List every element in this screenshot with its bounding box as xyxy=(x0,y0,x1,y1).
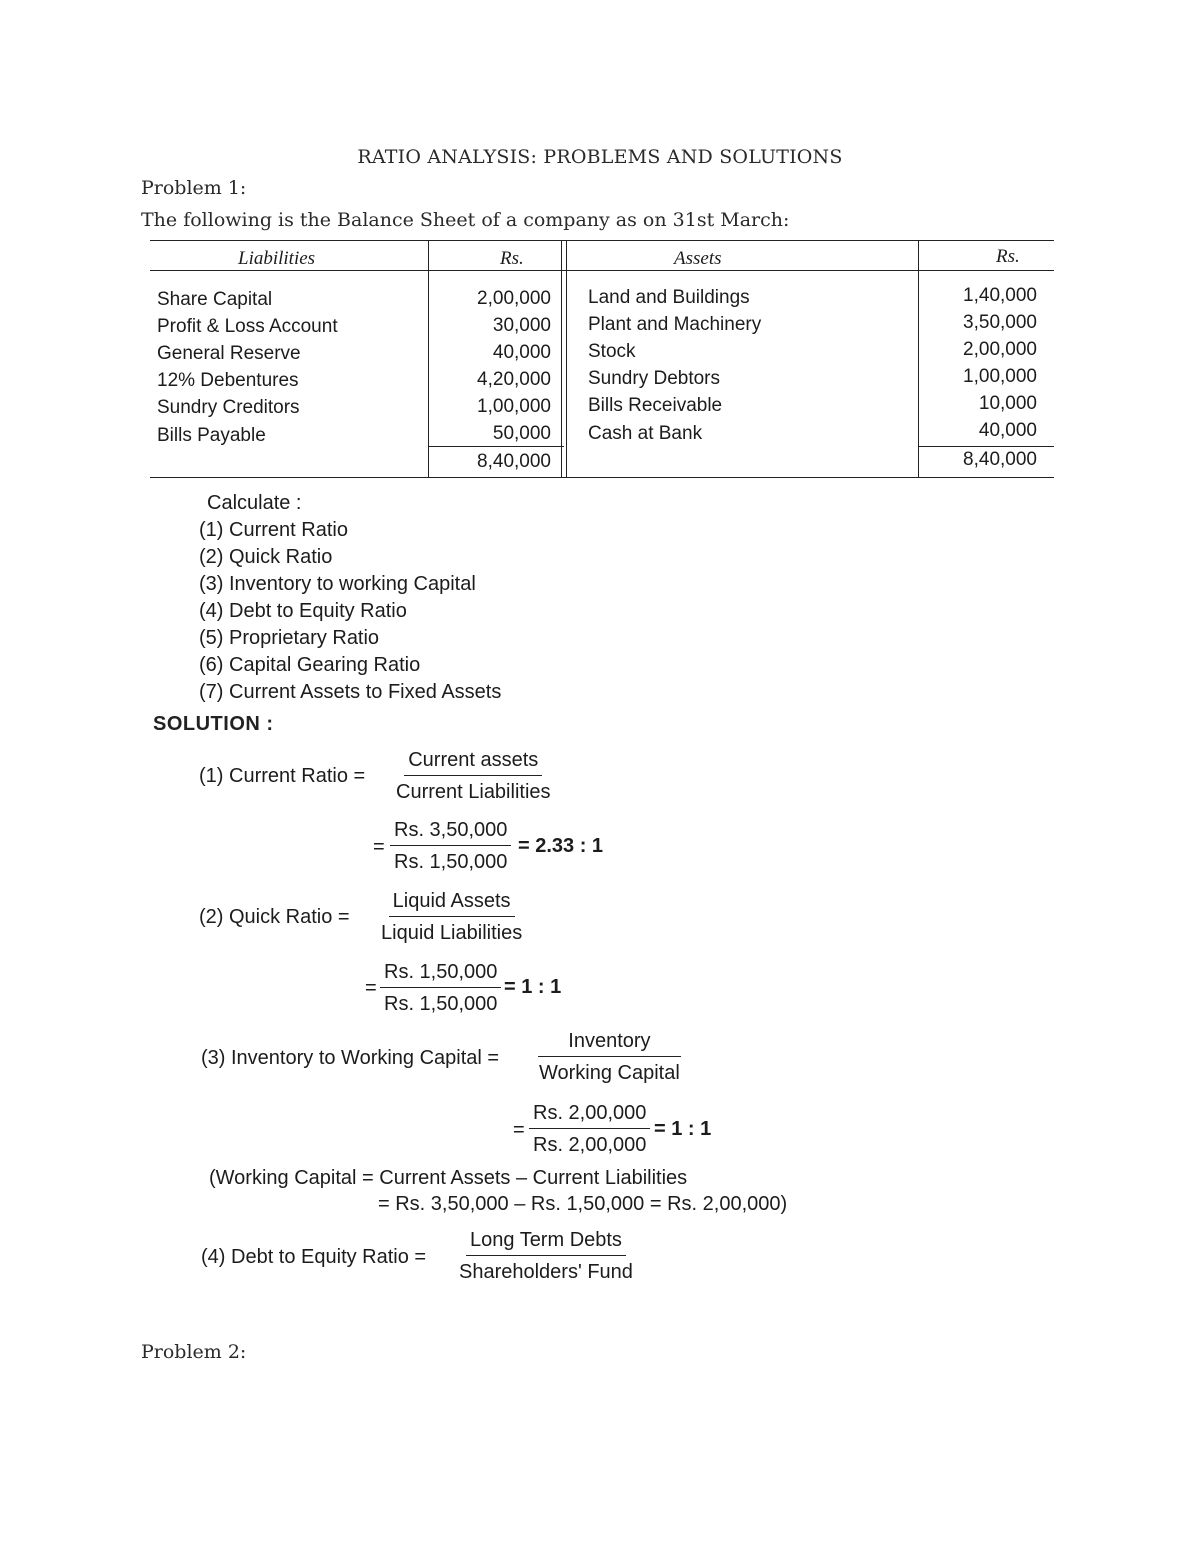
list-item: (3) Inventory to working Capital xyxy=(199,573,476,595)
inventory-wc-formula xyxy=(535,1030,684,1085)
header-rs-assets: Rs. xyxy=(996,246,1020,267)
liability-amount: 50,000 xyxy=(492,423,551,444)
current-ratio-label: (1) Current Ratio = xyxy=(199,765,366,787)
asset-label: Stock xyxy=(588,341,636,362)
debt-equity-label: (4) Debt to Equity Ratio = xyxy=(201,1246,427,1268)
fraction-denominator: Working Capital xyxy=(539,1062,680,1084)
problem-2-label: Problem 2: xyxy=(141,1341,247,1363)
inventory-wc-label: (3) Inventory to Working Capital = xyxy=(201,1047,500,1069)
asset-amount: 40,000 xyxy=(978,420,1037,441)
asset-label: Sundry Debtors xyxy=(588,368,721,389)
asset-label: Plant and Machinery xyxy=(588,314,762,335)
solution-heading: SOLUTION : xyxy=(153,713,274,735)
list-item: (6) Capital Gearing Ratio xyxy=(199,654,421,676)
problem-1-label: Problem 1: xyxy=(141,177,247,199)
asset-amount: 1,00,000 xyxy=(963,366,1037,387)
asset-amount: 3,50,000 xyxy=(963,312,1037,333)
liability-amount: 30,000 xyxy=(492,315,551,336)
liability-label: Share Capital xyxy=(157,289,273,310)
fraction-numerator: Rs. 3,50,000 xyxy=(390,819,511,846)
fraction-numerator: Current assets xyxy=(404,749,542,776)
liability-amount: 2,00,000 xyxy=(477,288,551,309)
asset-label: Land and Buildings xyxy=(588,287,750,308)
current-ratio-result: = 2.33 : 1 xyxy=(518,835,604,857)
fraction-numerator: Long Term Debts xyxy=(466,1229,626,1256)
quick-ratio-result: = 1 : 1 xyxy=(504,976,562,998)
quick-ratio-label: (2) Quick Ratio = xyxy=(199,906,350,928)
list-item: (2) Quick Ratio xyxy=(199,546,333,568)
header-assets: Assets xyxy=(674,248,722,269)
liability-amount: 4,20,000 xyxy=(477,369,551,390)
working-capital-note: (Working Capital = Current Assets – Current Liabilities xyxy=(209,1167,688,1189)
quick-ratio-formula xyxy=(377,890,526,945)
list-item: (5) Proprietary Ratio xyxy=(199,627,380,649)
fraction-denominator: Liquid Liabilities xyxy=(381,922,523,944)
liability-amount: 1,00,000 xyxy=(477,396,551,417)
current-ratio-values xyxy=(390,819,511,874)
fraction-denominator: Rs. 1,50,000 xyxy=(394,851,508,873)
asset-label: Bills Receivable xyxy=(588,395,723,416)
list-item: (4) Debt to Equity Ratio xyxy=(199,600,407,622)
equals-sign: = xyxy=(365,977,377,999)
list-item: (7) Current Assets to Fixed Assets xyxy=(199,681,502,703)
list-item: (1) Current Ratio xyxy=(199,519,348,541)
fraction-denominator: Rs. 2,00,000 xyxy=(533,1134,647,1156)
fraction-numerator: Rs. 1,50,000 xyxy=(380,961,501,988)
total-assets: 8,40,000 xyxy=(963,449,1037,470)
liability-label: Profit & Loss Account xyxy=(157,316,338,337)
total-liabilities: 8,40,000 xyxy=(477,451,551,472)
fraction-numerator: Liquid Assets xyxy=(389,890,515,917)
fraction-denominator: Shareholders' Fund xyxy=(459,1261,633,1283)
equals-sign: = xyxy=(373,836,385,858)
asset-amount: 1,40,000 xyxy=(963,285,1037,306)
working-capital-note-calc: = Rs. 3,50,000 – Rs. 1,50,000 = Rs. 2,00,000) xyxy=(378,1193,788,1215)
asset-label: Cash at Bank xyxy=(588,423,703,444)
fraction-numerator: Inventory xyxy=(538,1030,680,1057)
page-title: RATIO ANALYSIS: PROBLEMS AND SOLUTIONS xyxy=(357,146,843,168)
quick-ratio-values xyxy=(380,961,501,1016)
inventory-wc-values xyxy=(529,1102,650,1157)
calculate-label: Calculate : xyxy=(207,492,302,514)
intro-text: The following is the Balance Sheet of a company as on 31st March: xyxy=(141,209,790,231)
header-rs-liabilities: Rs. xyxy=(500,248,524,269)
liability-label: Bills Payable xyxy=(157,425,266,446)
equals-sign: = xyxy=(513,1119,525,1141)
header-liabilities: Liabilities xyxy=(238,248,316,269)
liability-label: General Reserve xyxy=(157,343,301,364)
liability-label: 12% Debentures xyxy=(157,370,299,391)
liability-amount: 40,000 xyxy=(492,342,551,363)
asset-amount: 10,000 xyxy=(978,393,1037,414)
liability-label: Sundry Creditors xyxy=(157,397,300,418)
asset-amount: 2,00,000 xyxy=(963,339,1037,360)
fraction-denominator: Rs. 1,50,000 xyxy=(384,993,498,1015)
current-ratio-formula xyxy=(392,749,555,804)
fraction-denominator: Current Liabilities xyxy=(396,781,551,803)
inventory-wc-result: = 1 : 1 xyxy=(654,1118,712,1140)
balance-sheet-table xyxy=(150,236,1054,480)
debt-equity-formula xyxy=(455,1229,637,1284)
fraction-numerator: Rs. 2,00,000 xyxy=(529,1102,650,1129)
